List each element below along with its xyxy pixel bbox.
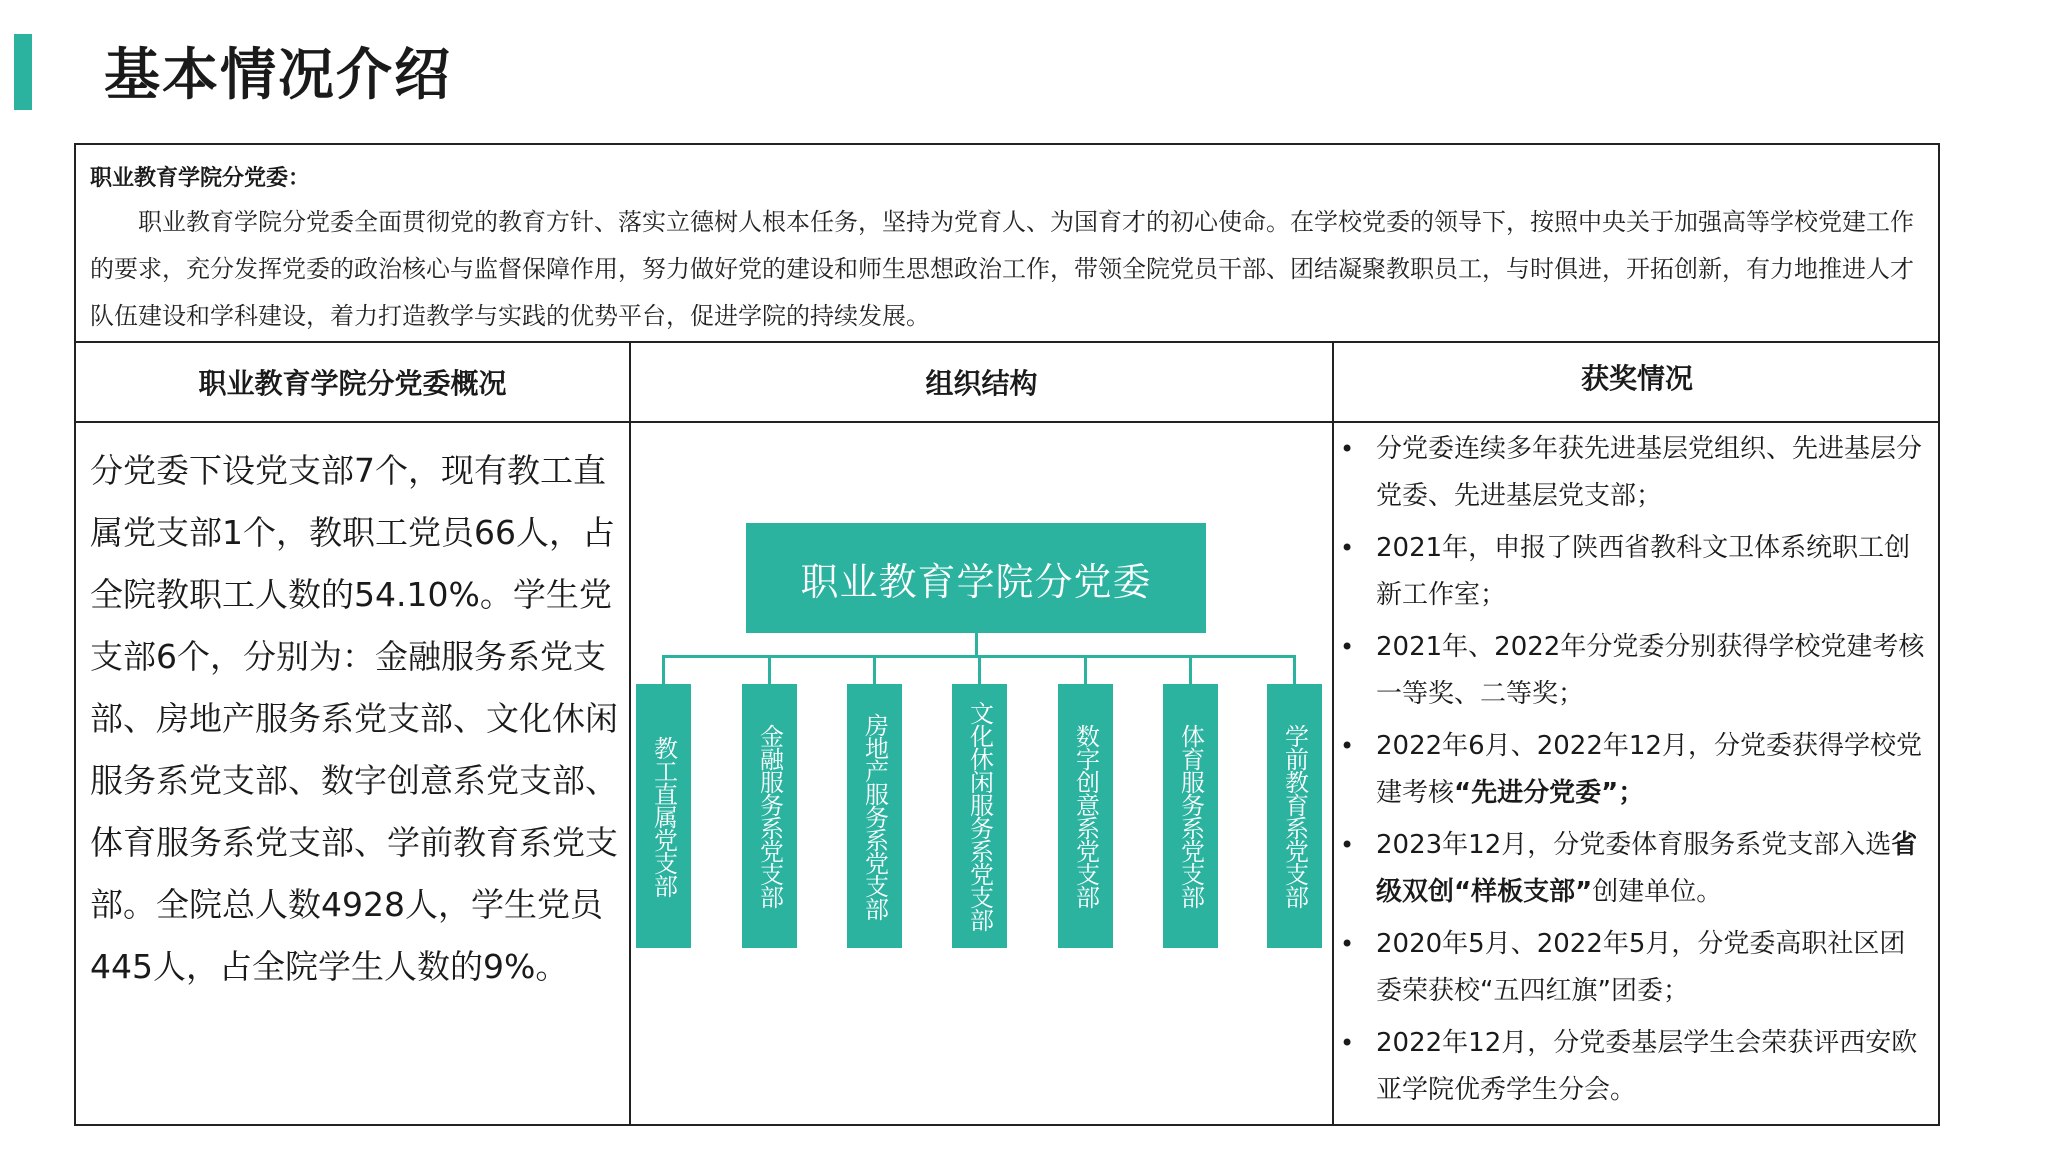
intro-body: 职业教育学院分党委全面贯彻党的教育方针、落实立德树人根本任务，坚持为党育人、为国育才的初心使命。在学校党委的领导下，按照中央关于加强高等学校党建工作的要求，充分发挥党委的政治核心与监督保障作用，努力做好党的建设和师生思想政治工作，带领全院党员干部、团结凝聚教职员工，与时俱进，开拓创新，有力地推进人才队伍建设和学科建设，着力打造教学与实践的优势平台，促进学院的持续发展。 <box>90 208 1914 330</box>
org-branch-label: 数字创意系党支部 <box>1071 724 1100 908</box>
intro-heading: 职业教育学院分党委： <box>90 166 311 191</box>
header-divider <box>76 421 1938 423</box>
org-root-connector <box>975 633 978 655</box>
award-text: 2022年12月，分党委基层学生会荣获评西安欧亚学院优秀学生分会。 <box>1376 1028 1918 1105</box>
awards-list <box>1340 426 1930 1119</box>
column-divider <box>1332 343 1334 1124</box>
award-text: 2021年，申报了陕西省教科文卫体系统职工创新工作室； <box>1376 533 1911 610</box>
org-branch-connector <box>978 655 981 684</box>
award-highlight: “先进分党委”； <box>1454 777 1645 808</box>
org-branch-box <box>636 684 691 948</box>
org-branch-label: 体育服务系党支部 <box>1176 724 1205 908</box>
org-branch-box <box>742 684 797 948</box>
org-root-box: 职业教育学院分党委 <box>746 523 1206 633</box>
org-branch-connector <box>1084 655 1087 684</box>
awards-header: 获奖情况 <box>1580 362 1693 395</box>
award-highlight: 省级双创“样板支部” <box>1376 830 1918 907</box>
award-item <box>1340 1020 1930 1113</box>
page-title: 基本情况介绍 <box>104 43 452 108</box>
org-branch-label: 房地产服务系党支部 <box>860 712 889 920</box>
org-branch-box <box>952 684 1007 948</box>
award-text: 2021年、2022年分党委分别获得学校党建考核一等奖、二等奖； <box>1376 632 1925 709</box>
award-item <box>1340 624 1930 717</box>
award-text: 分党委连续多年获先进基层党组织、先进基层分党委、先进基层党支部； <box>1376 434 1923 511</box>
org-branch-label: 文化休闲服务系党支部 <box>965 701 994 931</box>
org-branch-label: 金融服务系党支部 <box>755 724 784 908</box>
org-branch-label: 教工直属党支部 <box>649 735 678 897</box>
award-text: 2022年6月、2022年12月，分党委获得学校党建考核 <box>1376 731 1922 808</box>
overview-text: 分党委下设党支部7个，现有教工直属党支部1个，教职工党员66人，占全院教职工人数的54.10%。学生党支部6个，分别为：金融服务系党支部、房地产服务系党支部、文化休闲服务系党支部、数字创意系党支部、体育服务系党支部、学前教育系党支部。全院总人数4928人，学生党员445人，占全院学生人数的9%。 <box>90 451 618 986</box>
org-branch-connector <box>768 655 771 684</box>
award-text-tail: 创建单位。 <box>1592 876 1723 907</box>
org-branch-box <box>1163 684 1218 948</box>
org-branch-box <box>1058 684 1113 948</box>
award-item <box>1340 822 1930 915</box>
award-text: 2020年5月、2022年5月，分党委高职社区团委荣获校“五四红旗”团委； <box>1376 929 1906 1006</box>
org-branch-connector <box>873 655 876 684</box>
org-branch-connector <box>662 655 665 684</box>
overview-header: 职业教育学院分党委概况 <box>198 367 507 400</box>
award-item <box>1340 921 1930 1014</box>
title-accent-bar <box>14 34 32 110</box>
org-header: 组织结构 <box>925 367 1038 400</box>
org-branch-label: 学前教育系党支部 <box>1280 724 1309 908</box>
award-item <box>1340 426 1930 519</box>
column-divider <box>629 343 631 1124</box>
org-branch-box <box>1267 684 1322 948</box>
award-text: 2023年12月，分党委体育服务系党支部入选 <box>1376 830 1892 860</box>
award-item <box>1340 723 1930 816</box>
award-item <box>1340 525 1930 618</box>
org-branch-box <box>847 684 902 948</box>
org-branch-connector <box>1189 655 1192 684</box>
intro-section <box>76 145 1938 343</box>
org-branch-connector <box>1293 655 1296 684</box>
